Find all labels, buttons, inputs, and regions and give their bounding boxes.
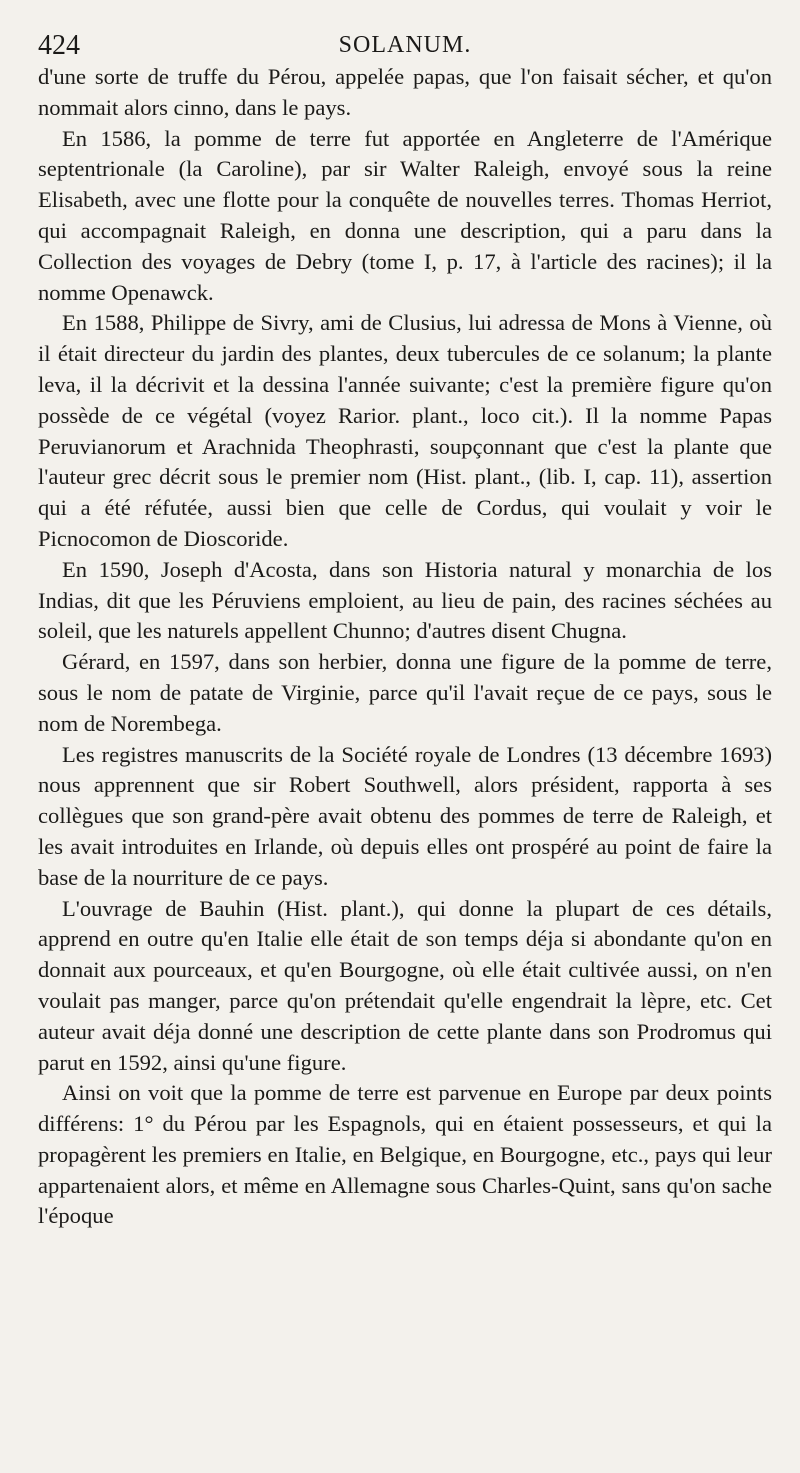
running-title: SOLANUM.: [338, 32, 472, 58]
page-number: 424: [38, 30, 80, 61]
page-header: [38, 22, 772, 62]
body-text: [38, 62, 772, 1232]
paragraph-6: Les registres manuscrits de la Société royale de Londres (13 décembre 1693) nous apprennent que sir Robert Southwell, alors président, rapporta à ses collègues que son grand-père avait obtenu des pommes de terre de Raleigh, et les avait introduites en Irlande, où depuis elles ont prospéré au point de faire la base de la nourriture de ce pays.: [38, 741, 772, 890]
paragraph-3: En 1588, Philippe de Sivry, ami de Clusius, lui adressa de Mons à Vienne, où il était directeur du jardin des plantes, deux tubercules de ce solanum; la plante leva, il la décrivit et la dessina l'année suivante; c'est la première figure qu'on possède de ce végétal (voyez Rarior. plant., loco cit.). Il la nomme Papas Peruvianorum et Arachnida Theophrasti, soupçonnant que c'est la plante que l'auteur grec décrit sous le premier nom (Hist. plant., (lib. I, cap. 11), assertion qui a été réfutée, aussi bien que celle de Cordus, qui voulait y voir le Picnocomon de Dioscoride.: [38, 310, 772, 551]
paragraph-1: d'une sorte de truffe du Pérou, appelée papas, que l'on faisait sécher, et qu'on nommait alors cinno, dans le pays.: [38, 64, 772, 120]
paragraph-8: Ainsi on voit que la pomme de terre est parvenue en Europe par deux points différens: 1° du Pérou par les Espagnols, qui en étaient possesseurs, et qui la propagèrent les premiers en Italie, en Belgique, en Bourgogne, etc., pays qui leur appartenaient alors, et même en Allemagne sous Charles-Quint, sans qu'on sache l'époque: [38, 1080, 772, 1229]
paragraph-4: En 1590, Joseph d'Acosta, dans son Historia natural y monarchia de los Indias, dit que les Péruviens emploient, au lieu de pain, des racines séchées au soleil, que les naturels appellent Chunno; d'autres disent Chugna.: [38, 556, 772, 644]
paragraph-2: En 1586, la pomme de terre fut apportée en Angleterre de l'Amérique septentrionale (la Caroline), par sir Walter Raleigh, envoyé sous la reine Elisabeth, avec une flotte pour la conquête de nouvelles terres. Thomas Herriot, qui accompagnait Raleigh, en donna une description, qui a paru dans la Collection des voyages de Debry (tome I, p. 17, à l'article des racines); il la nomme Openawck.: [38, 125, 772, 305]
paragraph-5: Gérard, en 1597, dans son herbier, donna une figure de la pomme de terre, sous le nom de patate de Virginie, parce qu'il l'avait reçue de ce pays, sous le nom de Norembega.: [38, 649, 772, 736]
paragraph-7: L'ouvrage de Bauhin (Hist. plant.), qui donne la plupart de ces détails, apprend en outre qu'en Italie elle était de son temps déja si abondante qu'on en donnait aux pourceaux, et qu'en Bourgogne, où elle était cultivée aussi, on n'en voulait pas manger, parce qu'on prétendait qu'elle engendrait la lèpre, etc. Cet auteur avait déja donné une description de cette plante dans son Prodromus qui parut en 1592, ainsi qu'une figure.: [38, 895, 772, 1075]
